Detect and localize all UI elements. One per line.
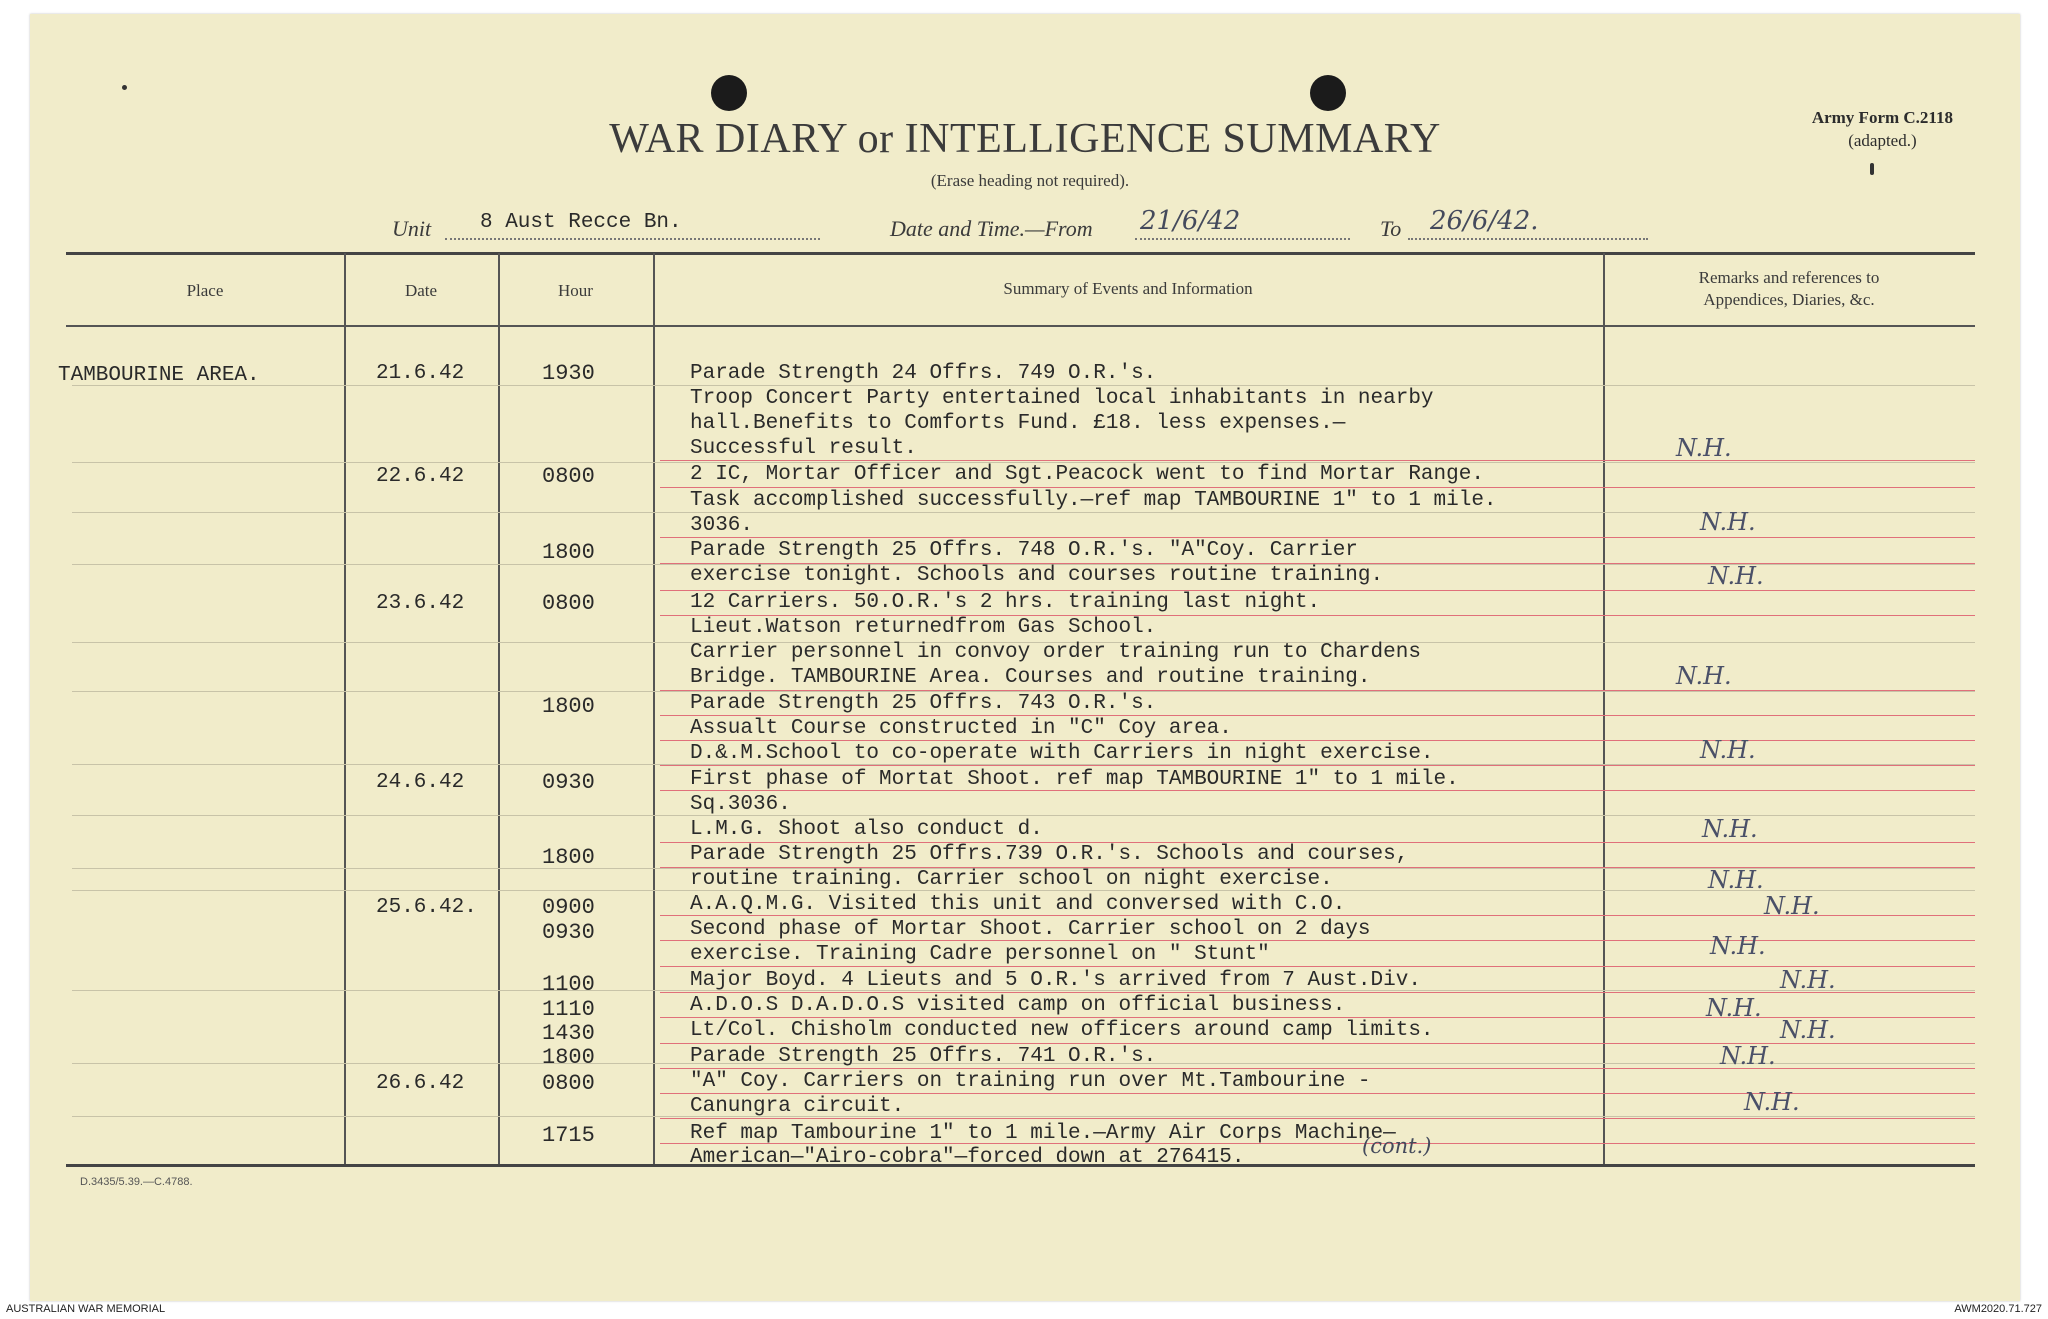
- summary-line: Major Boyd. 4 Lieuts and 5 O.R.'s arrived from 7 Aust.Div.: [690, 969, 1421, 992]
- archive-caption-left: AUSTRALIAN WAR MEMORIAL: [6, 1303, 166, 1315]
- archive-caption-right: AWM2020.71.727: [1954, 1303, 2042, 1315]
- page-subtitle: (Erase heading not required).: [930, 171, 1130, 190]
- initials-mark: N.H.: [1708, 562, 1764, 590]
- hour-cell: 1800: [542, 694, 595, 719]
- date-to-label: To: [1380, 216, 1402, 241]
- form-adapted-text: (adapted.): [1848, 131, 1917, 150]
- summary-line: routine training. Carrier school on night exercise.: [690, 868, 1333, 891]
- initials-mark: N.H.: [1700, 736, 1756, 764]
- summary-line: exercise. Training Cadre personnel on " Stunt": [690, 943, 1270, 966]
- paper-mark: [122, 85, 127, 90]
- print-code: D.3435/5.39.—C.4788.: [80, 1176, 193, 1188]
- summary-line: hall.Benefits to Comforts Fund. £18. less expenses.—: [690, 412, 1346, 435]
- summary-line: A.D.O.S D.A.D.O.S visited camp on official business.: [690, 994, 1346, 1017]
- summary-line: Second phase of Mortar Shoot. Carrier school on 2 days: [690, 918, 1371, 941]
- unit-label: Unit: [392, 216, 432, 241]
- summary-line: 2 IC, Mortar Officer and Sgt.Peacock went to find Mortar Range.: [690, 463, 1484, 486]
- date-cell: 21.6.42: [376, 362, 465, 385]
- initials-mark: N.H.: [1706, 994, 1762, 1022]
- summary-line: Troop Concert Party entertained local inhabitants in nearby: [690, 387, 1434, 410]
- continuation-note: (cont.): [1362, 1134, 1432, 1158]
- date-from-dotted-line: [1135, 238, 1350, 240]
- date-cell: 22.6.42: [376, 465, 465, 488]
- summary-line: 12 Carriers. 50.O.R.'s 2 hrs. training last night.: [690, 591, 1321, 614]
- hour-cell: 1430: [542, 1021, 595, 1046]
- initials-mark: N.H.: [1702, 815, 1758, 843]
- summary-line: Task accomplished successfully.—ref map TAMBOURINE 1" to 1 mile.: [690, 489, 1497, 512]
- date-cell: 25.6.42.: [376, 896, 477, 919]
- hour-cell: 0800: [542, 591, 595, 616]
- col-header-remarks: [1603, 267, 1975, 311]
- summary-line: Lt/Col. Chisholm conducted new officers around camp limits.: [690, 1019, 1434, 1042]
- hour-cell: 1930: [542, 361, 595, 386]
- summary-line: L.M.G. Shoot also conduct d.: [690, 818, 1043, 841]
- summary-line: Successful result.: [690, 437, 917, 460]
- paper-mark: [1870, 163, 1874, 175]
- date-to-value: 26/6/42.: [1430, 206, 1539, 236]
- row-divider: [72, 815, 1975, 816]
- summary-line: Carrier personnel in convoy order training run to Chardens: [690, 641, 1421, 664]
- initials-mark: N.H.: [1780, 966, 1836, 994]
- summary-line: exercise tonight. Schools and courses routine training.: [690, 564, 1384, 587]
- hour-cell: 0800: [542, 1071, 595, 1096]
- summary-line: Parade Strength 25 Offrs. 741 O.R.'s.: [690, 1045, 1157, 1068]
- date-cell: 26.6.42: [376, 1072, 465, 1095]
- summary-line: 3036.: [690, 514, 754, 537]
- summary-line: Parade Strength 25 Offrs.739 O.R.'s. Schools and courses,: [690, 843, 1409, 866]
- summary-line: American—"Airo-cobra"—forced down at 276415.: [690, 1146, 1245, 1169]
- initials-mark: N.H.: [1676, 662, 1732, 690]
- hour-cell: 0900: [542, 895, 595, 920]
- margin-rule: [660, 1043, 1975, 1044]
- date-from-value: 21/6/42: [1140, 206, 1241, 236]
- initials-mark: N.H.: [1700, 508, 1756, 536]
- hour-cell: 0930: [542, 920, 595, 945]
- summary-line: Lieut.Watson returnedfrom Gas School.: [690, 616, 1157, 639]
- initials-mark: N.H.: [1676, 434, 1732, 462]
- summary-line: Ref map Tambourine 1" to 1 mile.—Army Air Corps Machine—: [690, 1122, 1396, 1145]
- hour-cell: 0930: [542, 770, 595, 795]
- date-to-dotted-line: [1408, 238, 1648, 240]
- form-number: [1812, 106, 1953, 152]
- margin-rule: [660, 690, 1975, 691]
- column-divider: [498, 253, 500, 1164]
- column-divider: [653, 253, 655, 1164]
- unit-dotted-line: [445, 238, 820, 240]
- col-header-date: Date: [404, 281, 438, 300]
- summary-line: Assualt Course constructed in "C" Coy area.: [690, 717, 1232, 740]
- date-cell: 24.6.42: [376, 771, 465, 794]
- summary-line: Sq.3036.: [690, 793, 791, 816]
- initials-mark: N.H.: [1764, 892, 1820, 920]
- form-number-text: Army Form C.2118: [1811, 108, 1953, 127]
- hour-cell: 1800: [542, 1045, 595, 1070]
- summary-line: D.&.M.School to co-operate with Carriers in night exercise.: [690, 742, 1434, 765]
- initials-mark: N.H.: [1780, 1016, 1836, 1044]
- summary-line: "A" Coy. Carriers on training run over Mt.Tambourine -: [690, 1070, 1371, 1093]
- summary-line: Canungra circuit.: [690, 1095, 905, 1118]
- col-header-place: Place: [186, 281, 224, 300]
- date-cell: 23.6.42: [376, 592, 465, 615]
- summary-line: Parade Strength 25 Offrs. 743 O.R.'s.: [690, 692, 1157, 715]
- initials-mark: N.H.: [1744, 1088, 1800, 1116]
- hour-cell: 1800: [542, 845, 595, 870]
- unit-value: 8 Aust Recce Bn.: [480, 211, 682, 234]
- header-bottom-rule: [66, 325, 1975, 327]
- summary-line: Bridge. TAMBOURINE Area. Courses and routine training.: [690, 666, 1371, 689]
- row-divider: [72, 1116, 1975, 1117]
- initials-mark: N.H.: [1708, 866, 1764, 894]
- column-divider: [1603, 253, 1605, 1164]
- punch-hole-left: [711, 75, 747, 111]
- summary-line: A.A.Q.M.G. Visited this unit and conversed with C.O.: [690, 893, 1346, 916]
- hour-cell: 1800: [542, 540, 595, 565]
- initials-mark: N.H.: [1710, 932, 1766, 960]
- summary-line: Parade Strength 24 Offrs. 749 O.R.'s.: [690, 362, 1157, 385]
- table-top-rule: [66, 252, 1975, 255]
- summary-line: First phase of Mortat Shoot. ref map TAMBOURINE 1" to 1 mile.: [690, 768, 1459, 791]
- summary-line: Parade Strength 25 Offrs. 748 O.R.'s. "A"Coy. Carrier: [690, 539, 1358, 562]
- margin-rule: [660, 487, 1975, 488]
- date-time-label: Date and Time.—From: [890, 216, 1093, 241]
- margin-rule: [660, 537, 1975, 538]
- punch-hole-right: [1310, 75, 1346, 111]
- col-header-remarks-line2: Appendices, Diaries, &c.: [1703, 290, 1875, 309]
- hour-cell: 1100: [542, 972, 595, 997]
- place-cell: TAMBOURINE AREA.: [58, 364, 260, 387]
- column-divider: [344, 253, 346, 1164]
- col-header-remarks-line1: Remarks and references to: [1698, 268, 1880, 287]
- initials-mark: N.H.: [1720, 1042, 1776, 1070]
- hour-cell: 1110: [542, 997, 595, 1022]
- hour-cell: 1715: [542, 1123, 595, 1148]
- col-header-hour: Hour: [558, 281, 593, 300]
- hour-cell: 0800: [542, 464, 595, 489]
- col-header-summary: Summary of Events and Information: [1003, 279, 1253, 298]
- page-title: WAR DIARY or INTELLIGENCE SUMMARY: [609, 116, 1441, 162]
